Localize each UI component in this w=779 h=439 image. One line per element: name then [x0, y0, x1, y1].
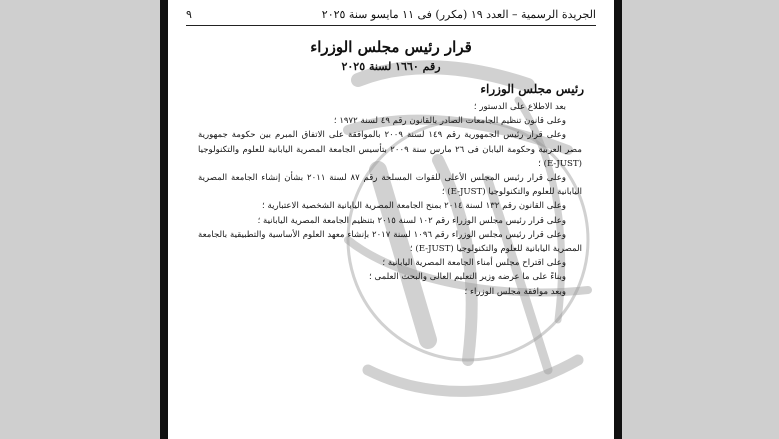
page-edge-left [160, 0, 168, 439]
preamble-paragraph: وعلى قرار رئيس مجلس الوزراء رقم ١٠٩٦ لسنة ٢٠١٧ بإنشاء معهد العلوم الأساسية والتطبيقية بالجامعة المصرية اليابانية للعلوم والتكنولوجيا (E-JUST) ؛ [198, 229, 582, 255]
preamble-paragraph: بعد الاطلاع على الدستور ؛ [473, 102, 566, 112]
preamble-paragraph: وعلى قانون تنظيم الجامعات الصادر بالقانون رقم ٤٩ لسنة ١٩٧٢ ؛ [333, 116, 566, 127]
document-page [168, 0, 614, 439]
preamble-paragraph: وبناءً على ما عرضه وزير التعليم العالى والبحث العلمى ؛ [369, 272, 566, 283]
header-divider [186, 25, 596, 26]
preamble-paragraph: وبعد موافقة مجلس الوزراء ؛ [464, 286, 566, 297]
page-number: ٩ [186, 8, 192, 21]
preamble-paragraph: وعلى قرار رئيس الجمهورية رقم ١٤٩ لسنة ٢٠٠٩ بالموافقة على الاتفاق المبرم بين حكومة جمهورية مصر العربية وحكومة اليابان فى ٢٦ مارس سنة ٢٠٠٩ بتأسيس الجامعة المصرية اليابانية للعلوم والتكنولوجيا (E-JUST) ؛ [198, 130, 582, 169]
preamble-paragraph: وعلى قرار رئيس المجلس الأعلى للقوات المسلحة رقم ٨٧ لسنة ٢٠١١ بشأن إنشاء الجامعة المصرية اليابانية للعلوم والتكنولوجيا (E-JUST) ؛ [198, 173, 582, 198]
decree-title: قرار رئيس مجلس الوزراء [310, 38, 472, 56]
page-edge-right [614, 0, 622, 439]
preamble-paragraph: وعلى اقتراح مجلس أمناء الجامعة المصرية اليابانية ؛ [382, 258, 566, 269]
preamble-paragraph: وعلى القانون رقم ١٣٢ لسنة ٢٠١٤ بمنح الجامعة المصرية اليابانية الشخصية الاعتبارية ؛ [262, 201, 566, 212]
decree-issuer: رئيس مجلس الوزراء [480, 82, 584, 96]
decree-number: رقم ١٦٦٠ لسنة ٢٠٢٥ [341, 60, 441, 73]
page-header [186, 8, 596, 24]
preamble-paragraph: وعلى قرار رئيس مجلس الوزراء رقم ١٠٢ لسنة ٢٠١٥ بتنظيم الجامعة المصرية اليابانية ؛ [257, 215, 566, 226]
journal-line: الجريدة الرسمية – العدد ١٩ (مكرر) فى ١١ مايسو سنة ٢٠٢٥ [321, 8, 596, 21]
decree-preamble [198, 100, 582, 299]
